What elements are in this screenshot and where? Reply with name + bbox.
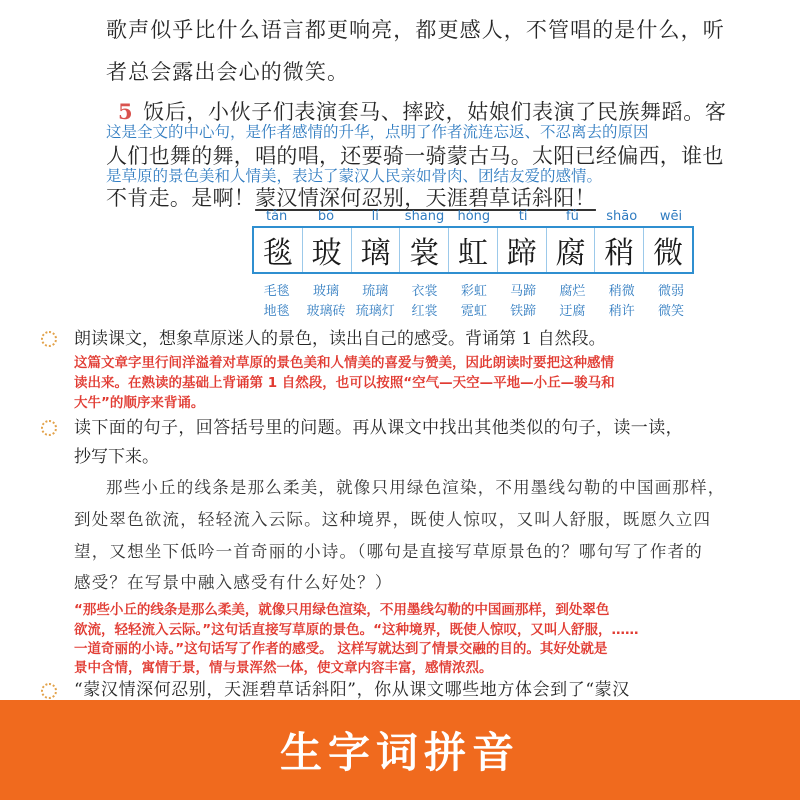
word: 稍许 [608,304,635,319]
question-1: 朗读课文，想象草原迷人的景色，读出自己的感受。背诵第 1 自然段。 [74,329,606,349]
character-cell: 蹄 [498,228,547,272]
quote-line-2: 到处翠色欲流，轻轻流入云际。这种境界，既使人惊叹，又叫人舒服，既愿久立四 [74,510,712,529]
paragraph-5-text-3: 不肯走。是啊！ [106,186,256,210]
character-cell: 虹 [449,228,498,272]
word: 玻璃 [312,284,339,299]
answer-2-line-3: 一道奇丽的小诗。”这句话写了作者的感受。 这样写就达到了情景交融的目的。其好处就是 [74,641,608,657]
word: 腐烂 [559,284,586,299]
word: 玻璃砖 [306,304,346,319]
word: 毛毯 [263,284,290,299]
paragraph-5-line-3 [106,182,596,212]
character-cell: 裳 [400,228,449,272]
banner-title: 生字词拼音 [279,728,520,777]
answer-2-line-4: 景中含情，寓情于景，情与景浑然一体，使文章内容丰富，感情浓烈。 [74,660,493,676]
annotation-central-sentence: 这是全文的中心句，是作者感情的升华，点明了作者流连忘返、不忍离去的原因 [106,123,649,141]
pinyin: fǔ [566,209,579,224]
paragraph-5-line-2: 人们也舞的舞，唱的唱，还要骑一骑蒙古马。太阳已经偏西，谁也 [106,144,724,168]
pinyin: lí [371,209,379,224]
paragraph-4-line-2: 者总会露出会心的微笑。 [106,60,350,84]
question-3: “蒙汉情深何忍别，天涯碧草话斜阳”，你从课文哪些地方体会到了“蒙汉 [74,680,630,700]
pinyin: shāo [606,209,638,224]
answer-1-line-2: 读出来。在熟读的基础上背诵第 1 自然段，也可以按照“空气—天空—平地—小丘—骏马和 [74,375,615,391]
question-2-line-1: 读下面的句子，回答括号里的问题。再从课文中找出其他类似的句子，读一读， [74,418,683,438]
word: 稍微 [608,284,635,299]
pinyin: tǎn [265,209,288,224]
quote-line-4: 感受？在写景中融入感受有什么好处？） [74,573,393,592]
question-marker-icon [41,331,57,347]
pinyin: hóng [457,209,491,224]
word: 马蹄 [510,284,537,299]
answer-1-line-1: 这篇文章字里行间洋溢着对草原的景色美和人情美的喜爱与赞美，因此朗读时要把这种感情 [74,355,614,371]
question-2-line-2: 抄写下来。 [74,447,159,467]
word: 衣裳 [411,284,438,299]
word: 微笑 [658,304,685,319]
answer-2-line-2: 欲流，轻轻流入云际。”这句话直接写草原的景色。“这种境界，既使人惊叹，又叫人舒服，…… [74,622,639,638]
word: 微弱 [658,284,685,299]
word: 彩虹 [460,284,487,299]
character-cell: 腐 [547,228,596,272]
word: 红裳 [411,304,438,319]
word: 铁蹄 [510,304,537,319]
paragraph-5-text-1: 饭后，小伙子们表演套马、摔跤，姑娘们表演了民族舞蹈。客 [143,100,727,124]
paragraph-4-line-1: 歌声似乎比什么语言都更响亮，都更感人，不管唱的是什么，听 [106,18,725,42]
character-cell: 微 [653,236,684,271]
word: 琉璃灯 [355,304,395,319]
title-banner [0,700,800,800]
pinyin: wēi [659,209,683,224]
character-cell: 玻 [303,228,352,272]
annotation-beauty: 是草原的景色美和人情美，表达了蒙汉人民亲如骨肉、团结友爱的感情。 [106,167,603,185]
word: 霓虹 [460,304,487,319]
character-grid [252,226,694,274]
question-marker-icon [41,683,57,699]
answer-1-line-3: 大牛”的顺序来背诵。 [74,395,205,411]
key-sentence: 蒙汉情深何忍别，天涯碧草话斜阳！ [255,186,596,210]
question-marker-icon [41,420,57,436]
word: 琉璃 [362,284,389,299]
pinyin: tí [518,209,528,224]
word: 迂腐 [559,304,586,319]
word-row-2 [252,300,696,319]
answer-2-line-1: “那些小丘的线条是那么柔美，就像只用绿色渲染，不用墨线勾勒的中国画那样，到处翠色 [74,602,610,618]
word-row-1 [252,280,696,299]
character-cell: 稍 [595,228,644,272]
paragraph-number: 5 [118,99,134,124]
quote-line-1: 那些小丘的线条是那么柔美，就像只用绿色渲染，不用墨线勾勒的中国画那样， [106,478,726,497]
pinyin-row [252,209,696,224]
character-cell: 璃 [352,228,401,272]
word: 地毯 [263,304,290,319]
pinyin: bō [317,209,335,224]
character-cell: 毯 [254,228,303,272]
pinyin: shang [404,209,445,224]
quote-line-3: 望，又想坐下低吟一首奇丽的小诗。（哪句是直接写草原景色的？哪句写了作者的 [74,542,703,561]
